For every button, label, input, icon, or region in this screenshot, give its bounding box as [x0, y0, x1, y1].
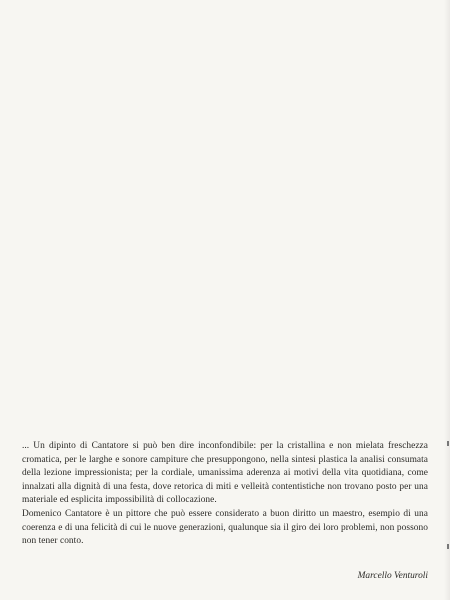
page-edge-shadow	[444, 0, 450, 600]
edge-mark	[447, 441, 449, 446]
quote-text-block	[22, 440, 428, 549]
edge-mark	[447, 544, 449, 549]
quote-paragraph: Domenico Cantatore è un pittore che può essere considerato a buon diritto un maestro, esempio di una coerenza e di una felicità di cui le nuove generazioni, qualunque sia il giro dei loro problemi, non possono non tener conto.	[22, 508, 428, 547]
quote-paragraph: ... Un dipinto di Cantatore si può ben dire inconfondibile: per la cristallina e non mielata freschezza cromatica, per le larghe e sonore campiture che presuppongono, nella sintesi plastica la analisi consumata della lezione impressionista; per la cordiale, umanissima aderenza ai motivi della vita quotidiana, come innalzati alla dignità di una festa, dove retorica di miti e velleità contentistiche non trovano posto per una materiale ed esplicita impossibilità di collocazione.	[22, 441, 428, 506]
author-signature: Marcello Venturoli	[357, 571, 428, 581]
